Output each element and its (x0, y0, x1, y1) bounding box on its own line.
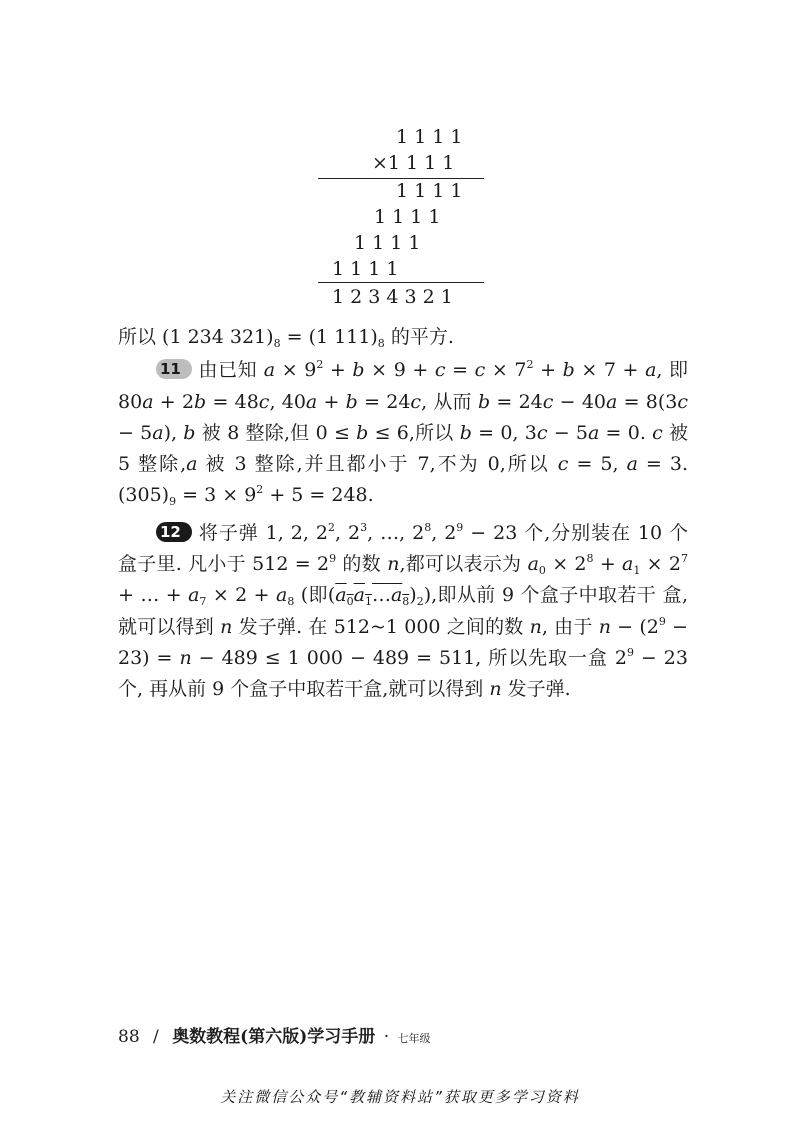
solution-text (118, 322, 688, 706)
problem-number-badge: 12 (156, 522, 192, 542)
footer-dot: · (383, 1027, 390, 1047)
page-footer (118, 1022, 431, 1047)
product-result: 1 2 3 4 3 2 1 (332, 286, 453, 308)
overlined-binary-digits: $a_0a_1\dots a_8$ (335, 584, 410, 609)
grade-label: 七年级 (397, 1032, 431, 1045)
book-title: 奥数教程(第六版)学习手册 (172, 1027, 376, 1047)
problem-11-solution: 11 由已知 $a \times 9^2 + b \times 9 + c = c \times 7^2 + b \times 7 + a$, 即 80a + 2b = 48c, 40a + b = 24c, 从而 b = 24c − 40a = 8(3c − 5a), b 被 8 整除,但 0 ≤ b ≤ 6,所以 b = 0, 3c − 5a = 0. c 被 5 整除,a 被 3 整除,并且都小于 7,不为 0,所以 c = 5, a = 3. $(305)_9 = 3 \times 9^2 + 5 = 248$. (118, 358, 689, 509)
page-number: 88 (118, 1027, 140, 1047)
multiplicand: 1 1 1 1 (396, 126, 463, 148)
problem-12-solution: 12 将子弹 1, 2, $2^2$, $2^3$, …, $2^8$, $2^9 - 23$ 个,分别装在 10 个 盒子里. 凡小于 $512 = 2^9$ 的数 n,都可以表示为 $a_0 \times 2^8 + a_1 \times 2^7$ + … + $a_7 \times 2 + a_8$ (即$(a_0a_1\dots a_8)_2$),即从前 9 个盒子中取若干 盒,就可以得到 n 发子弹. 在 512~1 000 之间的数 n, 由于 $n - (2^9 - 23) = n - 489 \le 1$ 000 − 489 = 511, 所以先取一盒 $2^9 - 23$ 个, 再从前 9 个盒子中取若干盒,就可以得到 n 发子弹. (118, 520, 689, 701)
footer-separator: / (153, 1027, 159, 1047)
conclusion-line: 所以 (1 234 $321)_8 = (1$ $111)_8$ 的平方. (118, 326, 454, 350)
rule-bottom (318, 282, 484, 283)
promo-footer-note: 关注微信公众号“教辅资料站”获取更多学习资料 (220, 1088, 580, 1106)
multiplier: ×1 1 1 1 (372, 152, 455, 174)
problem-number-badge: 11 (156, 359, 192, 379)
partial-product-1: 1 1 1 1 (396, 180, 463, 202)
partial-product-3: 1 1 1 1 (354, 232, 421, 254)
partial-product-2: 1 1 1 1 (374, 206, 441, 228)
partial-product-4: 1 1 1 1 (332, 258, 399, 280)
